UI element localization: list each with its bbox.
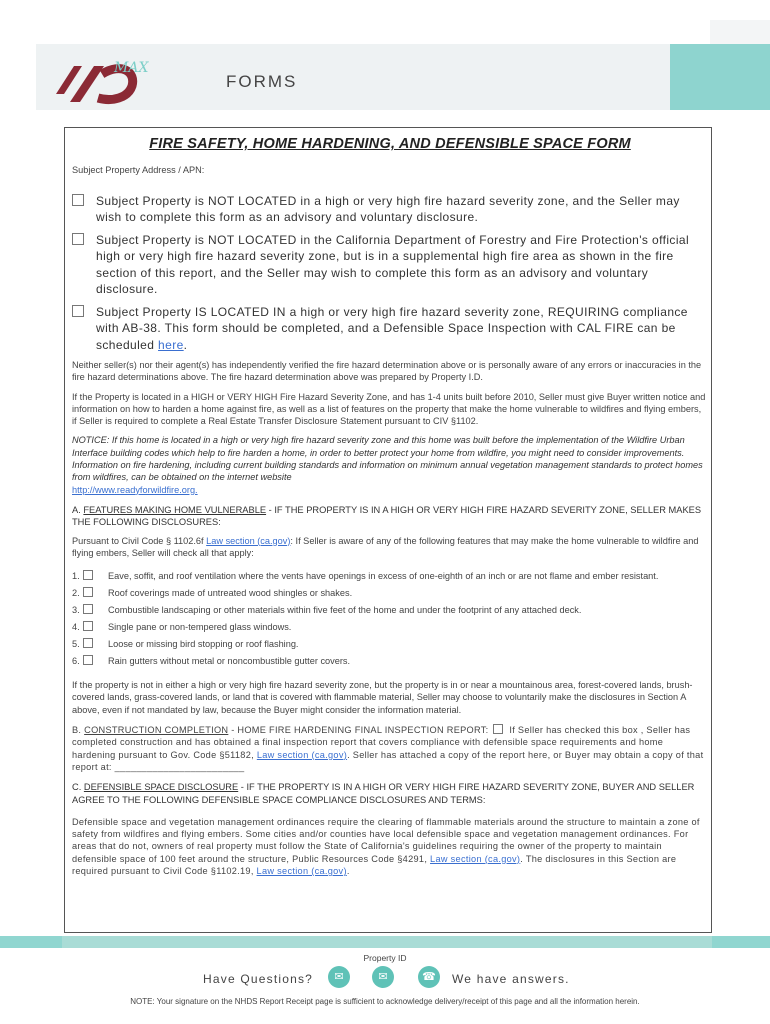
law-section-link[interactable]: Law section (ca.gov) — [430, 853, 521, 864]
notice-paragraph: NOTICE: If this home is located in a high or very high fire hazard severity zone and this home was built before the implementation of the Wildfire Urban Interface building codes which help to fire harden a home, in order to better protect your home from wildfire, you might need to consider improvements. Information on fire hardening, including current building standards and information on minimum annual vegetation management standards to protect homes from wildfires, can be obtained on the internet website http://www.readyforwildfire.org. — [72, 435, 703, 495]
features-list — [72, 569, 708, 671]
header-accent-teal — [670, 44, 770, 110]
section-a-pursuant: Pursuant to Civil Code § 1102.6f Law section (ca.gov): If Seller is aware of any of the following features that may make the home vulnerable to wildfire and flying embers, Seller will check all that apply: — [72, 535, 699, 558]
high-zone-paragraph: If the Property is located in a HIGH or VERY HIGH Fire Hazard Severity Zone, and has 1-4 units built before 2010, Seller must give Buyer written notice and information on how to harden a home against fire, as well as a list of features on the property that make the home vulnerable to wildfires and flying embers, if Seller is required to complete a Real Estate Transfer Disclosure Statement pursuant to CIV §1102. — [72, 391, 706, 427]
feature-item: 5. Loose or missing bird stopping or roof flashing. — [72, 639, 299, 650]
section-c-text: Defensible space and vegetation management ordinances require the clearing of flammable materials around the structure to maintain a zone of safety from wildfires and flying embers. Some cities and/or counties have local defensible space and vegetation management ordinances. For areas that do not, owners of real property must follow the State of California's guidelines requiring the owner of the property to maintain defensible space of 100 feet around the structure, Public Resources Code §4291, Law section (ca.gov). The disclosures in this Section are required pursuant to Civil Code §1102.19, Law section (ca.gov). — [72, 816, 700, 877]
option-supplemental-area — [72, 232, 708, 298]
footer-note: NOTE: Your signature on the NHDS Report Receipt page is sufficient to acknowledge delivery/receipt of this page and all the information herein. — [130, 997, 640, 1006]
header-accent-top — [710, 20, 770, 44]
voluntary-disclosure-paragraph: If the property is not in either a high or very high fire hazard severity zone, but the property is in or near a mountainous area, forest-covered lands, brush-covered lands, grass-covered lands, or land that is covered with flammable material, Seller may choose to voluntarily make the disclosures in Section A above, even if not mandated by law, because the Buyer might consider the information material. — [72, 680, 693, 715]
we-have-answers: We have answers. — [452, 972, 570, 986]
company-logo — [52, 52, 172, 108]
svg-text:MAX: MAX — [114, 60, 149, 76]
option-located: Subject Property IS LOCATED IN a high or very high fire hazard severity zone, REQUIRING compliance with AB-38. This form should be completed, and a Defensible Space Inspection with CAL FIRE can be scheduled here. — [72, 304, 708, 354]
have-questions: Have Questions? — [203, 972, 314, 986]
page-header — [0, 0, 770, 120]
feature-checkbox[interactable] — [83, 604, 93, 614]
law-section-link[interactable]: Law section (ca.gov) — [256, 749, 348, 760]
feature-item: 1. Eave, soffit, and roof ventilation where the vents have openings in excess of one-eighth of an inch or are not flame and ember resistant. — [72, 571, 659, 582]
feature-item: 4. Single pane or non-tempered glass windows. — [72, 622, 292, 633]
footer-bar-light — [62, 936, 712, 948]
feature-item: 3. Combustible landscaping or other materials within five feet of the home and under the footprint of any attached deck. — [72, 605, 582, 616]
feature-item: 2. Roof coverings made of untreated wood shingles or shakes. — [72, 588, 353, 599]
feature-checkbox[interactable] — [83, 570, 93, 580]
chat-icon[interactable]: ✉ — [328, 966, 350, 988]
feature-checkbox[interactable] — [83, 587, 93, 597]
neither-paragraph: Neither seller(s) nor their agent(s) has independently verified the fire hazard determination above or is personally aware of any errors or inaccuracies in the fire hazard determinations above. The fire hazard determination above was prepared by Property I.D. — [72, 360, 702, 383]
feature-item: 6. Rain gutters without metal or noncombustible gutter covers. — [72, 656, 351, 667]
option-checkbox[interactable] — [72, 305, 84, 317]
feature-checkbox[interactable] — [83, 638, 93, 648]
option-text: Subject Property is NOT LOCATED in a high or very high fire hazard severity zone, and the Seller may wish to complete this form as an advisory and voluntary disclosure. — [96, 193, 680, 224]
forms-title: FORMS — [226, 72, 298, 91]
subject-property-label: Subject Property Address / APN: — [72, 165, 205, 175]
feature-checkbox[interactable] — [83, 621, 93, 631]
form-content — [72, 133, 708, 884]
form-title: FIRE SAFETY, HOME HARDENING, AND DEFENSIBLE SPACE FORM — [149, 136, 631, 152]
property-id: Property ID — [363, 953, 407, 963]
option-checkbox[interactable] — [72, 233, 84, 245]
section-c-heading: C. DEFENSIBLE SPACE DISCLOSURE - IF THE PROPERTY IS IN A HIGH OR VERY HIGH FIRE HAZARD SEVERITY ZONE, BUYER AND SELLER AGREE TO THE FOLLOWING DEFENSIBLE SPACE COMPLIANCE DISCLOSURES AND TERMS: — [72, 782, 695, 805]
option-text: Subject Property IS LOCATED IN a high or very high fire hazard severity zone, REQUIRING compliance with AB-38. This form should be completed, and a Defensible Space Inspection with CAL FIRE can be scheduled — [96, 304, 688, 352]
option-text: Subject Property is NOT LOCATED in the California Department of Forestry and Fire Protection's official high or very high fire hazard severity zone, but is in a supplemental high fire area as shown in the fire section of this report, and the Seller may wish to complete this form as an advisory and voluntary disclosure. — [96, 232, 690, 296]
law-section-link[interactable]: Law section (ca.gov) — [206, 535, 291, 546]
section-a-heading: A. FEATURES MAKING HOME VULNERABLE - IF THE PROPERTY IS IN A HIGH OR VERY HIGH FIRE HAZARD SEVERITY ZONE, SELLER MAKES THE FOLLOWING DISCLOSURES: — [72, 504, 702, 528]
option-checkbox[interactable] — [72, 194, 84, 206]
law-section-link[interactable]: Law section (ca.gov) — [256, 866, 347, 877]
phone-icon[interactable]: ☎ — [418, 966, 440, 988]
readyforwildfire-link[interactable]: http://www.readyforwildfire.org. — [72, 484, 198, 495]
email-icon[interactable]: ✉ — [372, 966, 394, 988]
feature-checkbox[interactable] — [83, 655, 93, 665]
option-not-located — [72, 193, 708, 226]
section-b-checkbox[interactable] — [493, 724, 503, 734]
section-b: B. CONSTRUCTION COMPLETION - HOME FIRE HARDENING FINAL INSPECTION REPORT: If Seller has checked this box , Seller has completed construction and has obtained a final inspection report that covers compliance with defensible space requirements and home hardening pursuant to Gov. Code §51182, Law section (ca.gov). Seller has attached a copy of the report here, or Buyer may obtain a copy of that report at: ________________________ — [72, 725, 704, 772]
inspection-link[interactable]: here — [158, 337, 184, 352]
